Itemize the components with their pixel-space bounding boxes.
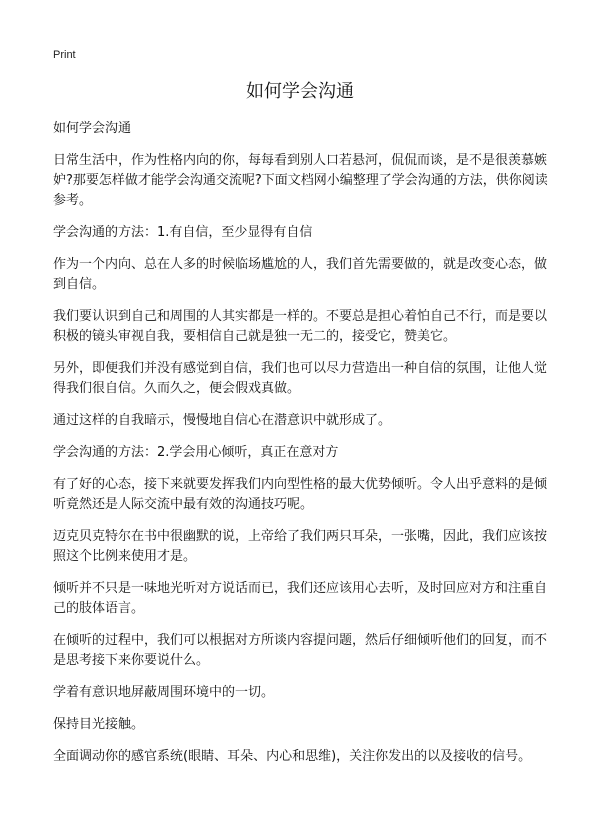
paragraph: 通过这样的自我暗示，慢慢地自信心在潜意识中就形成了。 xyxy=(53,413,392,428)
paragraph: 保持目光接触。 xyxy=(53,717,145,732)
page-title: 如何学会沟通 xyxy=(246,81,354,102)
paragraph-method-1-heading: 学会沟通的方法：1.有自信，至少显得有自信 xyxy=(53,225,313,240)
paragraph: 在倾听的过程中，我们可以根据对方所谈内容提问题，然后仔细倾听他们的回复，而不是思考接下来你要说什么。 xyxy=(53,633,548,668)
paragraph: 我们要认识到自己和周围的人其实都是一样的。不要总是担心着怕自己不行，而是要以积极的镜头审视自我，要相信自己就是独一无二的，接受它，赞美它。 xyxy=(53,309,548,344)
paragraph: 全面调动你的感官系统(眼睛、耳朵、内心和思维)，关注你发出的以及接收的信号。 xyxy=(53,749,532,764)
paragraph-subtitle: 如何学会沟通 xyxy=(53,121,132,136)
paragraph: 有了好的心态，接下来就要发挥我们内向型性格的最大优势倾听。令人出乎意料的是倾听竟然还是人际交流中最有效的沟通技巧呢。 xyxy=(53,477,548,512)
paragraph: 另外，即便我们并没有感觉到自信，我们也可以尽力营造出一种自信的氛围，让他人觉得我们很自信。久而久之，便会假戏真做。 xyxy=(53,361,548,396)
paragraph-method-2-heading: 学会沟通的方法：2.学会用心倾听，真正在意对方 xyxy=(53,445,339,460)
paragraph: 学着有意识地屏蔽周围环境中的一切。 xyxy=(53,685,275,700)
paragraph: 倾听并不只是一味地光听对方说话而已，我们还应该用心去听，及时回应对方和注重自己的肢体语言。 xyxy=(53,581,548,616)
paragraph-intro: 日常生活中，作为性格内向的你，每每看到别人口若悬河，侃侃而谈，是不是很羡慕嫉妒?那要怎样做才能学会沟通交流呢?下面文档网小编整理了学会沟通的方法，供你阅读参考。 xyxy=(53,153,548,208)
print-link[interactable]: Print xyxy=(53,49,76,61)
paragraph: 作为一个内向、总在人多的时候临场尴尬的人，我们首先需要做的，就是改变心态，做到自信。 xyxy=(53,257,548,292)
article-body xyxy=(53,119,551,779)
paragraph: 迈克贝克特尔在书中很幽默的说，上帝给了我们两只耳朵，一张嘴，因此，我们应该按照这个比例来使用才是。 xyxy=(53,529,548,564)
